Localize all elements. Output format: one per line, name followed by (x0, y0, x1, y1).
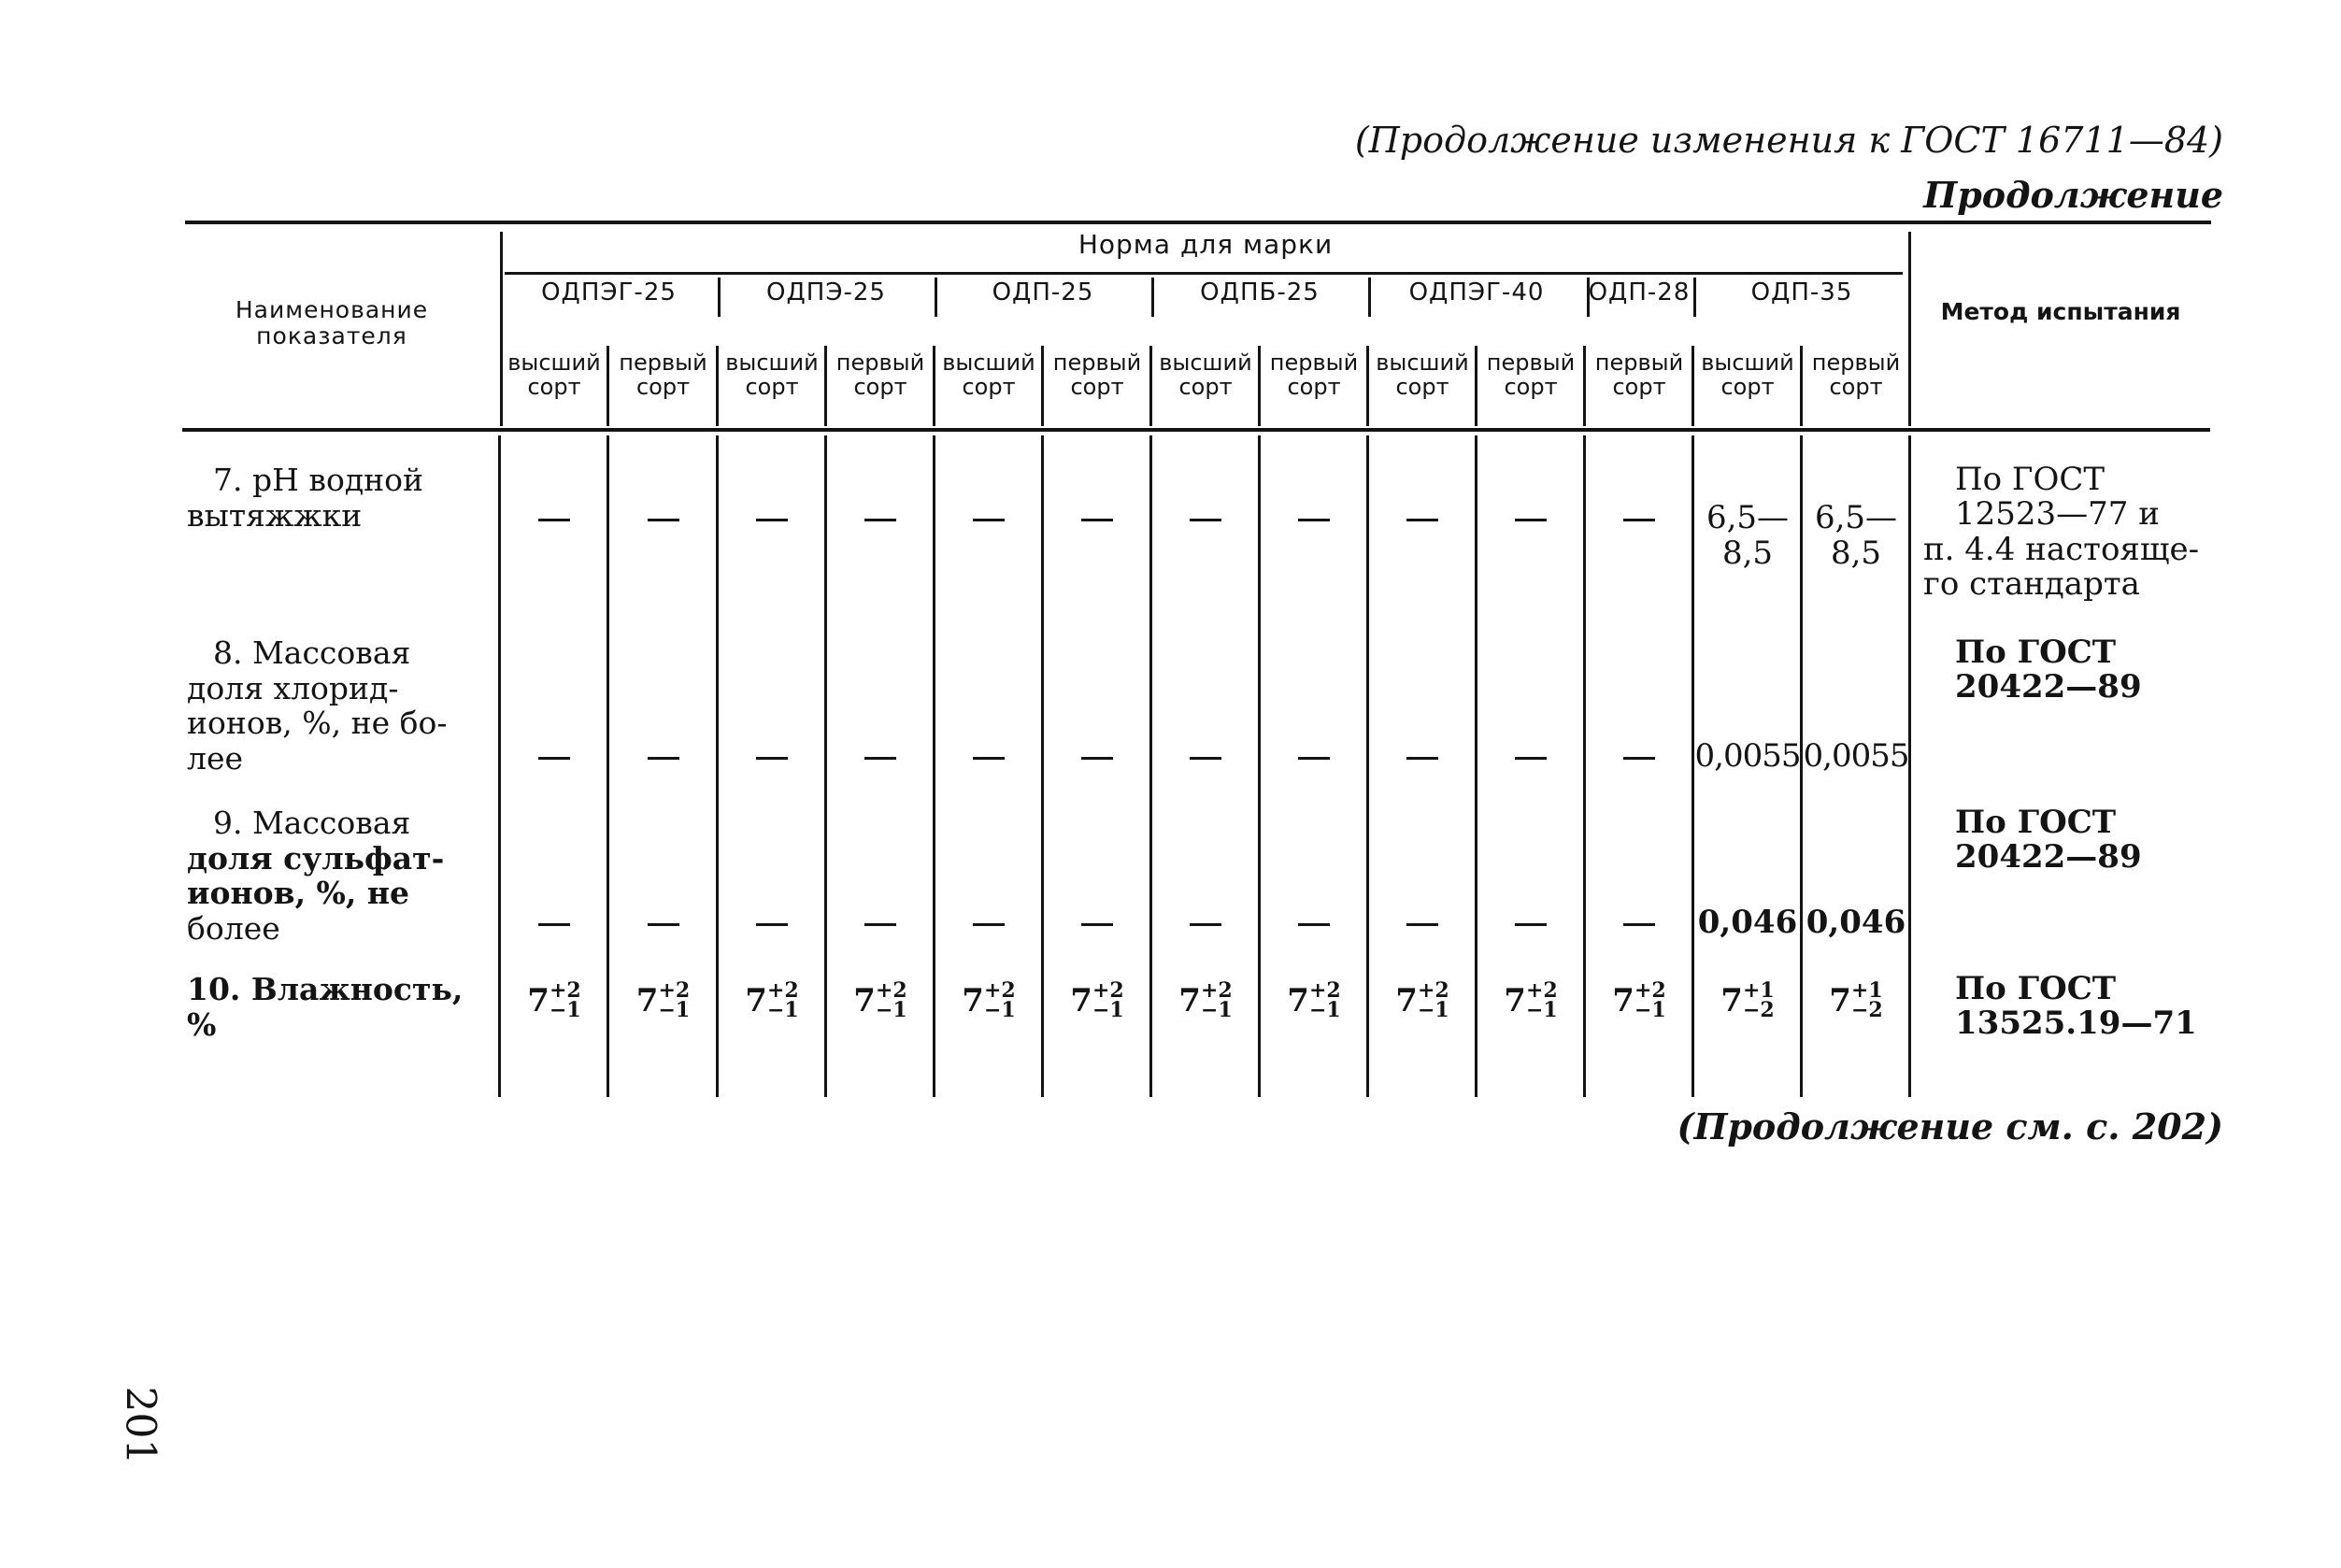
sort-header-line: сорт (745, 374, 799, 401)
value-cell (1477, 905, 1585, 940)
sort-header-line: сорт (962, 374, 1016, 401)
sort-header (1260, 350, 1368, 400)
row-label-line: ионов, %, не бо- (187, 705, 448, 742)
row-method (1923, 635, 2204, 706)
dash-mark (648, 519, 679, 521)
sort-header-line: сорт (1829, 374, 1883, 401)
dash-mark (1081, 923, 1113, 926)
sort-header (1693, 350, 1802, 400)
tolerance-value: 7 +2 −1 (635, 978, 691, 1022)
value-line: 8,5 (1721, 535, 1774, 573)
grade-header: ОДПБ-25 (1200, 278, 1320, 306)
value-cell (1260, 978, 1368, 1022)
value-cell (826, 738, 935, 774)
value-cell (1151, 738, 1260, 774)
value-cell (1802, 905, 1910, 940)
tolerance-value: 7 +2 −1 (527, 978, 581, 1022)
sort-header (1043, 350, 1151, 400)
value-line: 0,046 (1697, 904, 1798, 941)
dash-mark (648, 923, 679, 926)
sort-header-line: сорт (635, 374, 691, 401)
sort-header-line: первый (1811, 349, 1901, 376)
row-label-line: 10. Влажность, % (187, 971, 464, 1043)
sort-header (500, 350, 608, 400)
row-label-line: вытяжжки (187, 496, 363, 534)
dash-mark (1406, 923, 1438, 926)
dash-mark (756, 923, 788, 926)
value-cell (1151, 905, 1260, 940)
dash-mark (756, 757, 788, 760)
grade-header: ОДПЭ-25 (766, 278, 886, 306)
value-cell (718, 738, 826, 774)
tolerance-value: 7 +2 −1 (962, 978, 1016, 1022)
tolerance-value: 7 +2 −1 (1612, 978, 1666, 1022)
dash-mark (1081, 519, 1113, 521)
value-cell (1585, 905, 1693, 940)
value-cell (608, 738, 718, 774)
row-method-line: п. 4.4 настояще- (1923, 530, 2200, 568)
table-rule (182, 428, 2210, 432)
sort-header (1802, 350, 1910, 400)
row-method (1923, 463, 2204, 603)
tolerance-value: 7 +2 −1 (853, 978, 907, 1022)
sort-header (826, 350, 935, 400)
value-cell (500, 500, 608, 535)
dash-mark (756, 519, 788, 521)
grade-header: ОДПЭГ-40 (1408, 278, 1545, 306)
dash-mark (538, 923, 570, 926)
dash-mark (1298, 757, 1330, 760)
sort-header-line: сорт (1612, 374, 1666, 401)
value-line: 0,0055 (1694, 737, 1801, 775)
sort-header (1585, 350, 1693, 400)
value-cell (718, 978, 826, 1022)
dash-mark (1190, 757, 1221, 760)
value-cell (1477, 500, 1585, 535)
dash-mark (973, 923, 1005, 926)
value-cell (826, 905, 935, 940)
value-cell (935, 978, 1043, 1022)
value-cell (1802, 738, 1910, 774)
dash-mark (1623, 757, 1655, 760)
sort-header (1151, 350, 1260, 400)
row-method (1923, 805, 2204, 876)
sort-header-line: первый (619, 349, 707, 376)
value-line: 8,5 (1830, 535, 1882, 573)
sort-header-line: сорт (1070, 374, 1124, 401)
dash-mark (973, 519, 1005, 521)
sort-header-line: высший (725, 349, 819, 376)
row-method-line: 20422—89 (1955, 838, 2142, 877)
value-line: 6,5— (1706, 499, 1790, 536)
value-cell (718, 905, 826, 940)
tolerance-value: 7 +2 −1 (1504, 978, 1558, 1022)
sort-header-line: первый (835, 349, 925, 376)
row-label-line: лее (187, 739, 244, 777)
value-cell (718, 500, 826, 535)
value-cell (1043, 905, 1151, 940)
dash-mark (1515, 519, 1547, 521)
value-line: 6,5— (1814, 499, 1898, 536)
value-cell (826, 978, 935, 1022)
row-label (187, 463, 477, 533)
value-cell (1693, 978, 1802, 1022)
dash-mark (1081, 757, 1113, 760)
sort-header-line: сорт (853, 374, 907, 401)
row-label-line: ионов, %, не (187, 875, 410, 912)
row-method-line: По ГОСТ (1955, 970, 2117, 1007)
row-method-line: 20422—89 (1955, 668, 2142, 706)
dash-mark (864, 519, 896, 521)
value-cell (608, 500, 718, 535)
value-cell (1802, 500, 1910, 571)
tolerance-value: 7 +2 −1 (1070, 978, 1124, 1022)
value-cell (608, 905, 718, 940)
dash-mark (538, 519, 570, 521)
sort-header-line: сорт (1178, 374, 1233, 401)
value-cell (500, 978, 608, 1022)
dash-mark (1406, 757, 1438, 760)
value-cell (1368, 738, 1477, 774)
value-cell (1368, 905, 1477, 940)
value-cell (1693, 905, 1802, 940)
sort-header-line: сорт (1287, 374, 1341, 401)
row-label-line: 9. Массовая (213, 805, 411, 841)
dash-mark (864, 923, 896, 926)
value-cell (1043, 738, 1151, 774)
value-line: 0,0055 (1803, 737, 1909, 775)
sort-header-line: сорт (1395, 374, 1449, 401)
dash-mark (1406, 519, 1438, 521)
sort-header-line: высший (942, 349, 1035, 376)
sort-header-line: первый (1486, 349, 1576, 376)
sort-header-line: сорт (1720, 374, 1775, 401)
value-cell (1260, 738, 1368, 774)
table-rule (185, 221, 2211, 224)
value-cell (1585, 978, 1693, 1022)
row-method-line: По ГОСТ (1955, 804, 2117, 841)
tolerance-value: 7 +2 −1 (1178, 978, 1233, 1022)
dash-mark (1515, 923, 1547, 926)
sort-header (935, 350, 1043, 400)
value-cell (1693, 500, 1802, 571)
value-cell (608, 978, 718, 1022)
tolerance-value: 7 +1 −2 (1829, 978, 1883, 1022)
dash-mark (648, 757, 679, 760)
row-method-line: По ГОСТ (1955, 461, 2105, 498)
sort-header (718, 350, 826, 400)
value-cell (935, 905, 1043, 940)
value-cell (1693, 738, 1802, 774)
value-cell (1151, 500, 1260, 535)
sort-header-line: первый (1269, 349, 1359, 376)
sort-header (1368, 350, 1477, 400)
row-label-line: доля хлорид- (187, 669, 399, 706)
value-cell (1477, 738, 1585, 774)
grade-header: ОДП-35 (1750, 278, 1853, 306)
dash-mark (1298, 519, 1330, 521)
grade-header: ОДПЭГ-25 (541, 278, 677, 306)
sort-header-line: высший (507, 349, 601, 376)
row-label (187, 972, 477, 1042)
row-method-line: го стандарта (1923, 565, 2140, 604)
row-label-line: 8. Массовая (213, 634, 411, 671)
value-cell (1151, 978, 1260, 1022)
value-cell (1585, 500, 1693, 535)
value-cell (500, 905, 608, 940)
tolerance-value: 7 +2 −1 (1395, 978, 1449, 1022)
value-cell (1585, 738, 1693, 774)
row-method (1923, 972, 2204, 1042)
dash-mark (1298, 923, 1330, 926)
value-cell (500, 738, 608, 774)
row-label (187, 805, 477, 946)
value-cell (826, 500, 935, 535)
value-line: 0,046 (1806, 904, 1906, 941)
footer-note: (Продолжение см. с. 202) (1677, 1105, 2223, 1147)
dash-mark (1190, 923, 1221, 926)
page-number: 201 (116, 1386, 164, 1465)
dash-mark (538, 757, 570, 760)
value-cell (935, 738, 1043, 774)
dash-mark (1515, 757, 1547, 760)
dash-mark (973, 757, 1005, 760)
sort-header-line: первый (1052, 349, 1142, 376)
name-column-header: Наименование показателя (235, 296, 429, 349)
sort-header-line: сорт (1504, 374, 1558, 401)
row-label (187, 635, 477, 776)
sort-header-line: сорт (527, 374, 581, 401)
value-cell (1260, 905, 1368, 940)
grade-header: ОДП-28 (1588, 278, 1691, 306)
sort-header-line: высший (1376, 349, 1469, 376)
dash-mark (1190, 519, 1221, 521)
sort-header-line: высший (1159, 349, 1252, 376)
continuation-label: Продолжение (1923, 174, 2223, 216)
value-cell (1368, 500, 1477, 535)
table-rule (505, 272, 1903, 275)
value-cell (1043, 978, 1151, 1022)
tolerance-value: 7 +1 −2 (1720, 978, 1775, 1022)
dash-mark (1623, 923, 1655, 926)
dash-mark (1623, 519, 1655, 521)
grade-header: ОДП-25 (992, 278, 1094, 306)
row-method-line: По ГОСТ (1955, 634, 2117, 671)
tolerance-value: 7 +2 −1 (745, 978, 799, 1022)
value-cell (935, 500, 1043, 535)
sort-header-line: первый (1594, 349, 1684, 376)
sort-header (1477, 350, 1585, 400)
row-label-line: более (187, 909, 280, 947)
tolerance-value: 7 +2 −1 (1287, 978, 1341, 1022)
dash-mark (864, 757, 896, 760)
value-cell (1043, 500, 1151, 535)
value-cell (1260, 500, 1368, 535)
value-cell (1368, 978, 1477, 1022)
method-column-header: Метод испытания (1940, 298, 2181, 325)
row-label-line: доля сульфат- (187, 839, 445, 877)
value-cell (1802, 978, 1910, 1022)
row-method-line: 12523—77 и (1955, 495, 2160, 534)
row-label-line: 7. pH водной (213, 462, 423, 498)
row-method-line: 13525.19—71 (1955, 1005, 2197, 1043)
running-head: (Продолжение изменения к ГОСТ 16711—84) (1354, 120, 2223, 161)
sort-header (608, 350, 718, 400)
value-cell (1477, 978, 1585, 1022)
sort-header-line: высший (1701, 349, 1794, 376)
norm-header: Норма для марки (1078, 229, 1334, 260)
